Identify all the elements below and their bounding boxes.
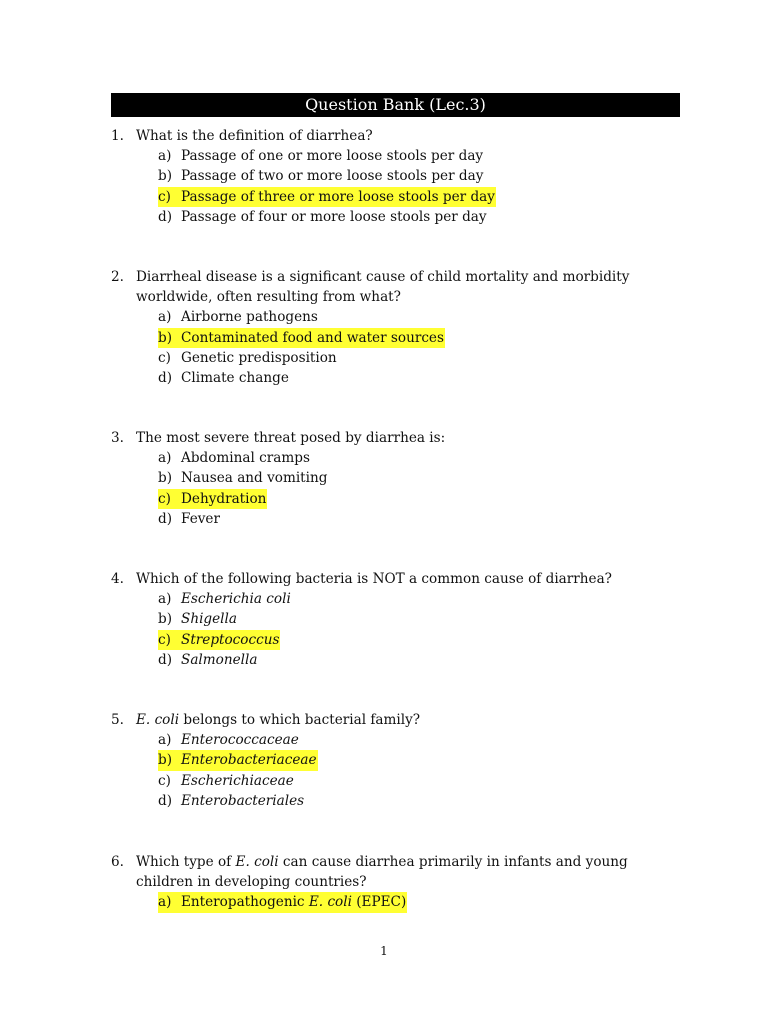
option-letter: b) <box>158 752 173 769</box>
option-text: Escherichiaceae <box>181 772 294 789</box>
option-letter: b) <box>158 611 173 628</box>
option-letter: a) <box>158 148 172 165</box>
option-list <box>111 307 686 388</box>
question-text-italic: E. coli <box>136 712 180 728</box>
option-c-correct <box>111 489 686 509</box>
option-letter: a) <box>158 732 172 749</box>
option-text-italic: E. coli <box>308 894 352 911</box>
option-text: Enteropathogenic <box>181 894 309 911</box>
option-text: Passage of two or more loose stools per day <box>181 168 484 185</box>
option-letter: c) <box>158 490 171 507</box>
option-b <box>111 609 686 629</box>
option-text: Passage of three or more loose stools per day <box>181 188 495 205</box>
page-number: 1 <box>380 944 388 958</box>
option-letter: a) <box>158 450 172 467</box>
option-a <box>111 307 686 327</box>
question-number: 6. <box>111 854 124 870</box>
question-text: belongs to which bacterial family? <box>179 712 421 728</box>
question-3 <box>111 428 686 529</box>
question-stem <box>111 267 686 307</box>
question-stem <box>111 569 686 589</box>
option-letter: d) <box>158 651 173 668</box>
option-letter: d) <box>158 370 173 387</box>
option-text: Climate change <box>181 370 289 387</box>
option-list <box>111 448 686 529</box>
question-stem <box>111 428 686 448</box>
option-text: Airborne pathogens <box>181 309 318 326</box>
option-text: Enterococcaceae <box>181 732 299 749</box>
option-d <box>111 207 686 227</box>
option-b <box>111 166 686 186</box>
option-text: Enterobacteriaceae <box>181 752 317 769</box>
question-number: 2. <box>111 269 124 285</box>
option-a <box>111 589 686 609</box>
option-letter: b) <box>158 329 173 346</box>
option-text: Contaminated food and water sources <box>181 329 444 346</box>
option-text: Salmonella <box>181 651 258 668</box>
option-text: Enterobacteriales <box>181 792 305 809</box>
question-number: 5. <box>111 712 124 728</box>
option-text: Nausea and vomiting <box>181 470 328 487</box>
question-text: Diarrheal disease is a significant cause of child mortality and morbidity worldwide, often resulting from what? <box>136 269 630 306</box>
question-text: can cause diarrhea primarily in infants and young children in developing countries? <box>136 854 628 891</box>
option-letter: d) <box>158 208 173 225</box>
option-letter: b) <box>158 168 173 185</box>
option-letter: b) <box>158 470 173 487</box>
option-letter: c) <box>158 188 171 205</box>
option-text: Escherichia coli <box>181 591 291 608</box>
question-stem <box>111 710 686 730</box>
question-number: 3. <box>111 430 124 446</box>
option-d <box>111 791 686 811</box>
option-letter: a) <box>158 309 172 326</box>
option-text: Dehydration <box>181 490 267 507</box>
option-list <box>111 146 686 227</box>
question-5 <box>111 710 686 811</box>
question-6 <box>111 852 686 913</box>
question-2 <box>111 267 686 388</box>
option-text: Streptococcus <box>181 631 280 648</box>
option-a <box>111 730 686 750</box>
question-4 <box>111 569 686 670</box>
option-a <box>111 448 686 468</box>
question-stem <box>111 852 686 892</box>
question-1 <box>111 126 686 227</box>
option-list <box>111 589 686 670</box>
option-a <box>111 146 686 166</box>
option-b-correct <box>111 328 686 348</box>
option-d <box>111 650 686 670</box>
option-text: Genetic predisposition <box>181 349 337 366</box>
option-c <box>111 348 686 368</box>
option-list <box>111 730 686 811</box>
question-text-italic: E. coli <box>235 854 279 870</box>
option-text: Shigella <box>181 611 237 628</box>
question-stem <box>111 126 686 146</box>
option-letter: c) <box>158 631 171 648</box>
option-c <box>111 771 686 791</box>
option-letter: c) <box>158 349 171 366</box>
option-b <box>111 468 686 488</box>
option-b-correct <box>111 750 686 770</box>
option-c-correct <box>111 187 686 207</box>
option-d <box>111 509 686 529</box>
option-text: Abdominal cramps <box>181 450 310 467</box>
question-text: The most severe threat posed by diarrhea is: <box>136 430 446 446</box>
option-c-correct <box>111 630 686 650</box>
option-text: Passage of four or more loose stools per day <box>181 208 487 225</box>
option-letter: a) <box>158 894 172 911</box>
option-list <box>111 892 686 912</box>
question-text: Which of the following bacteria is NOT a common cause of diarrhea? <box>136 571 612 587</box>
document-title: Question Bank (Lec.3) <box>111 93 680 117</box>
option-letter: c) <box>158 772 171 789</box>
option-text: Fever <box>181 510 220 527</box>
option-a-correct <box>111 892 686 912</box>
option-text: Passage of one or more loose stools per day <box>181 148 484 165</box>
question-number: 1. <box>111 128 124 144</box>
question-number: 4. <box>111 571 124 587</box>
option-letter: a) <box>158 591 172 608</box>
question-text: Which type of <box>136 854 236 870</box>
option-letter: d) <box>158 510 173 527</box>
option-letter: d) <box>158 792 173 809</box>
option-d <box>111 368 686 388</box>
option-text: (EPEC) <box>351 894 407 911</box>
question-text: What is the definition of diarrhea? <box>136 128 373 144</box>
